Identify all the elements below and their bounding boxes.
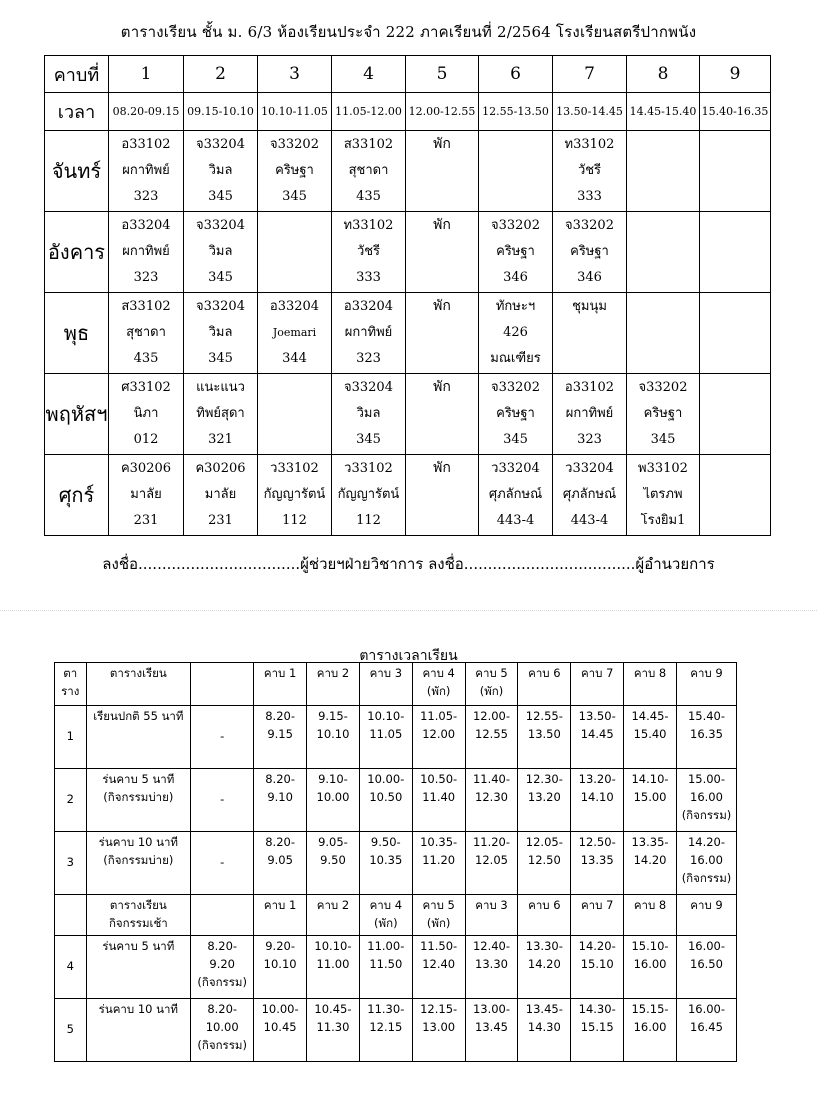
time-table-cell: คาบ 8 bbox=[624, 895, 677, 936]
teacher-name: กัญญารัตน์ bbox=[263, 487, 326, 503]
subject-code: จ33204 bbox=[344, 380, 393, 395]
period-time: 14.45-15.40 bbox=[627, 93, 700, 131]
time-table-cell: คาบ 9 bbox=[676, 663, 736, 706]
time-table-cell: 8.20- 9.05 bbox=[254, 832, 307, 895]
time-table-row bbox=[55, 936, 737, 999]
subject-code: อ33102 bbox=[121, 137, 171, 152]
time-table-cell: 13.00- 13.45 bbox=[465, 999, 518, 1062]
page-divider bbox=[0, 610, 817, 611]
class-entry bbox=[627, 459, 699, 531]
class-cell bbox=[332, 374, 406, 455]
time-table-cell: 8.20- 9.15 bbox=[254, 706, 307, 769]
class-entry bbox=[184, 297, 257, 369]
time-table-cell: - bbox=[191, 769, 254, 832]
room-number: 323 bbox=[356, 351, 381, 367]
teacher-name: ศุภลักษณ์ bbox=[562, 487, 617, 503]
class-cell bbox=[406, 212, 479, 293]
class-schedule-table bbox=[44, 55, 771, 536]
time-table-cell: 13.30- 14.20 bbox=[518, 936, 571, 999]
class-cell bbox=[258, 212, 332, 293]
class-entry bbox=[479, 459, 552, 531]
time-table-cell: 9.50- 10.35 bbox=[359, 832, 412, 895]
time-table-cell: 16.00- 16.50 bbox=[676, 936, 736, 999]
teacher-name: Joemari bbox=[272, 326, 317, 340]
time-table-cell: 10.00- 10.50 bbox=[359, 769, 412, 832]
room-number: โรงยิม1 bbox=[640, 513, 686, 529]
class-cell bbox=[553, 212, 627, 293]
time-table-cell: 11.00- 11.50 bbox=[359, 936, 412, 999]
break-label: พัก bbox=[433, 460, 451, 476]
time-table-cell: 12.55- 13.50 bbox=[518, 706, 571, 769]
break-label: พัก bbox=[433, 217, 451, 233]
class-entry bbox=[109, 297, 183, 369]
page-title: ตารางเรียน ชั้น ม. 6/3 ห้องเรียนประจำ 222 ภาคเรียนที่ 2/2564 โรงเรียนสตรีปากพนัง bbox=[120, 23, 697, 41]
period-time: 15.40-16.35 bbox=[700, 93, 771, 131]
teacher-name: ผกาทิพย์ bbox=[122, 163, 170, 179]
time-label: เวลา bbox=[45, 93, 109, 131]
time-table-cell: 10.10- 11.00 bbox=[307, 936, 360, 999]
teacher-name: สุชาดา bbox=[126, 325, 166, 341]
day-row bbox=[45, 131, 771, 212]
subject-code: ว33204 bbox=[565, 461, 614, 476]
class-cell bbox=[184, 293, 258, 374]
time-table-cell: 15.15- 16.00 bbox=[624, 999, 677, 1062]
class-entry bbox=[109, 135, 183, 207]
time-table-cell: 3 bbox=[55, 832, 87, 895]
subject-code: อ33204 bbox=[121, 218, 171, 233]
subject-code: อ33102 bbox=[564, 380, 615, 395]
time-table-cell: 14.20- 16.00 (กิจกรรม) bbox=[676, 832, 736, 895]
time-row bbox=[45, 93, 771, 131]
class-cell bbox=[627, 374, 700, 455]
subject-code: ท33102 bbox=[343, 218, 394, 233]
teacher-name: ศุภลักษณ์ bbox=[488, 487, 543, 503]
time-table-header bbox=[55, 663, 737, 706]
time-table-cell: 11.30- 12.15 bbox=[359, 999, 412, 1062]
subject-code: จ33202 bbox=[491, 380, 540, 395]
class-cell bbox=[553, 374, 627, 455]
class-cell bbox=[700, 293, 771, 374]
time-table-cell: 14.45- 15.40 bbox=[624, 706, 677, 769]
subject-code: ค30206 bbox=[195, 461, 246, 476]
class-cell bbox=[700, 212, 771, 293]
period-header-row bbox=[45, 56, 771, 93]
class-entry bbox=[258, 459, 331, 531]
time-table-cell: 15.40- 16.35 bbox=[676, 706, 736, 769]
time-table-cell: 8.20- 10.00 (กิจกรรม) bbox=[191, 999, 254, 1062]
time-table-cell: 1 bbox=[55, 706, 87, 769]
time-table-cell: 12.40- 13.30 bbox=[465, 936, 518, 999]
time-table-cell: เรียนปกติ 55 นาที bbox=[86, 706, 191, 769]
time-table-cell: คาบ 6 bbox=[518, 663, 571, 706]
subject-code: ค30206 bbox=[120, 461, 172, 476]
class-entry bbox=[332, 297, 405, 369]
class-entry bbox=[184, 216, 257, 288]
class-cell bbox=[332, 455, 406, 536]
room-number: 112 bbox=[356, 513, 381, 529]
subject-code: อ33204 bbox=[269, 299, 320, 314]
time-table-cell: - bbox=[191, 706, 254, 769]
room-number: 443-4 bbox=[570, 513, 609, 529]
class-entry bbox=[109, 378, 183, 450]
room-number: 345 bbox=[503, 432, 528, 448]
teacher-name: ไตรภพ bbox=[643, 487, 683, 503]
class-entry bbox=[479, 216, 552, 288]
class-entry bbox=[479, 297, 552, 369]
room-number: 112 bbox=[282, 513, 307, 529]
teacher-name: กัญญารัตน์ bbox=[337, 487, 400, 503]
time-table-cell: คาบ 7 bbox=[571, 895, 624, 936]
day-name: อังคาร bbox=[45, 212, 109, 293]
room-number: มณเฑียร bbox=[490, 351, 541, 367]
time-table-cell: 12.15- 13.00 bbox=[412, 999, 465, 1062]
room-number: 346 bbox=[503, 270, 528, 286]
class-cell bbox=[479, 212, 553, 293]
class-entry bbox=[332, 459, 405, 531]
room-number: 345 bbox=[208, 351, 233, 367]
class-entry bbox=[553, 459, 626, 531]
period-number: 2 bbox=[184, 56, 258, 93]
period-time: 13.50-14.45 bbox=[553, 93, 627, 131]
room-number: 323 bbox=[133, 270, 159, 286]
room-number: 443-4 bbox=[496, 513, 535, 529]
class-cell bbox=[184, 212, 258, 293]
period-time: 11.05-12.00 bbox=[332, 93, 406, 131]
class-cell bbox=[553, 455, 627, 536]
time-table-cell: 13.35- 14.20 bbox=[624, 832, 677, 895]
teacher-name: ผกาทิพย์ bbox=[122, 244, 170, 260]
teacher-name: ผกาทิพย์ bbox=[565, 406, 614, 422]
period-time: 12.55-13.50 bbox=[479, 93, 553, 131]
class-cell bbox=[627, 293, 700, 374]
teacher-name: วิมล bbox=[356, 406, 381, 422]
room-number: 333 bbox=[356, 270, 381, 286]
class-entry bbox=[184, 135, 257, 207]
room-number: 231 bbox=[208, 513, 233, 529]
room-number: 346 bbox=[577, 270, 602, 286]
class-cell bbox=[627, 131, 700, 212]
time-table-cell: ร่นคาบ 10 นาที bbox=[86, 999, 191, 1062]
time-table-cell: ตารางเรียน bbox=[86, 663, 191, 706]
time-table-cell: 15.10- 16.00 bbox=[624, 936, 677, 999]
time-table-cell: คาบ 9 bbox=[676, 895, 736, 936]
time-table-cell: คาบ 3 bbox=[359, 663, 412, 706]
subject-code: จ33204 bbox=[196, 299, 245, 314]
day-name: พุธ bbox=[45, 293, 109, 374]
teacher-name: คริษฐา bbox=[275, 163, 314, 179]
room-number: 333 bbox=[577, 189, 602, 205]
class-cell bbox=[406, 455, 479, 536]
room-number: 323 bbox=[133, 189, 159, 205]
time-table-cell: 11.50- 12.40 bbox=[412, 936, 465, 999]
room-number: 323 bbox=[577, 432, 602, 448]
teacher-name: 426 bbox=[503, 325, 528, 341]
period-number: 6 bbox=[479, 56, 553, 93]
room-number: 345 bbox=[208, 270, 233, 286]
period-number: 4 bbox=[332, 56, 406, 93]
day-name: พฤหัสฯ bbox=[45, 374, 109, 455]
day-row bbox=[45, 374, 771, 455]
room-number: 344 bbox=[282, 351, 307, 367]
subject-code: พ33102 bbox=[638, 461, 688, 476]
class-cell bbox=[332, 293, 406, 374]
time-table-cell: 16.00- 16.45 bbox=[676, 999, 736, 1062]
time-table-cell: 13.45- 14.30 bbox=[518, 999, 571, 1062]
time-table-cell: 8.20- 9.10 bbox=[254, 769, 307, 832]
time-table-cell: 11.40- 12.30 bbox=[465, 769, 518, 832]
subject-code: จ33202 bbox=[491, 218, 540, 233]
class-cell bbox=[627, 212, 700, 293]
class-cell bbox=[479, 374, 553, 455]
class-cell bbox=[700, 374, 771, 455]
period-times-table bbox=[54, 662, 737, 1062]
time-table-cell: ตา ราง bbox=[55, 663, 87, 706]
class-cell bbox=[406, 293, 479, 374]
time-table-cell: 10.00- 10.45 bbox=[254, 999, 307, 1062]
class-entry bbox=[109, 459, 183, 531]
class-entry bbox=[332, 216, 405, 288]
time-table-cell: คาบ 1 bbox=[254, 663, 307, 706]
time-table-cell: คาบ 2 bbox=[307, 663, 360, 706]
room-number: 435 bbox=[133, 351, 159, 367]
time-table-cell: 12.00- 12.55 bbox=[465, 706, 518, 769]
teacher-name: มาลัย bbox=[204, 487, 237, 503]
teacher-name: คริษฐา bbox=[496, 244, 535, 260]
time-table-cell: 9.20- 10.10 bbox=[254, 936, 307, 999]
class-entry bbox=[553, 135, 626, 207]
class-entry bbox=[332, 135, 405, 207]
time-table-cell: 10.45- 11.30 bbox=[307, 999, 360, 1062]
time-table-title: ตารางเวลาเรียน bbox=[359, 648, 458, 664]
time-table-cell: ตารางเรียน กิจกรรมเช้า bbox=[86, 895, 191, 936]
time-table-cell: 12.50- 13.35 bbox=[571, 832, 624, 895]
time-table-cell: คาบ 4 (พัก) bbox=[412, 663, 465, 706]
time-table-row bbox=[55, 706, 737, 769]
time-table-row bbox=[55, 769, 737, 832]
subject-code: ส33102 bbox=[121, 299, 171, 314]
period-number: 1 bbox=[109, 56, 184, 93]
class-cell bbox=[258, 131, 332, 212]
time-table-header bbox=[55, 895, 737, 936]
class-entry bbox=[479, 378, 552, 450]
time-table-cell: 9.15- 10.10 bbox=[307, 706, 360, 769]
time-table-cell: 11.20- 12.05 bbox=[465, 832, 518, 895]
class-entry bbox=[553, 378, 626, 450]
subject-code: ชุมนุม bbox=[572, 299, 607, 314]
time-table-cell: 10.50- 11.40 bbox=[412, 769, 465, 832]
subject-code: ว33102 bbox=[344, 461, 393, 476]
class-cell bbox=[627, 455, 700, 536]
subject-code: จ33204 bbox=[196, 137, 245, 152]
class-cell bbox=[184, 455, 258, 536]
room-number: 345 bbox=[356, 432, 381, 448]
class-cell bbox=[258, 293, 332, 374]
room-number: 345 bbox=[650, 432, 676, 448]
break-label: พัก bbox=[433, 136, 451, 152]
time-table-cell: 14.20- 15.10 bbox=[571, 936, 624, 999]
time-table-cell bbox=[55, 895, 87, 936]
period-number: 3 bbox=[258, 56, 332, 93]
class-cell bbox=[258, 374, 332, 455]
time-table-cell: คาบ 3 bbox=[465, 895, 518, 936]
teacher-name: สุชาดา bbox=[348, 163, 389, 179]
time-table-cell: 5 bbox=[55, 999, 87, 1062]
subject-code: อ33204 bbox=[343, 299, 394, 314]
time-table-cell: 2 bbox=[55, 769, 87, 832]
time-table-row bbox=[55, 999, 737, 1062]
class-entry bbox=[553, 216, 626, 288]
teacher-name: ทิพย์สุดา bbox=[196, 406, 245, 422]
signature-line: ลงชื่อ..................................ผู้ช่วยฯฝ่ายวิชาการ ลงชื่อ....................................ผู้อำนวยการ bbox=[102, 555, 715, 573]
time-table-cell: - bbox=[191, 832, 254, 895]
time-table-cell: 15.00- 16.00 (กิจกรรม) bbox=[676, 769, 736, 832]
time-table-cell: ร่นคาบ 5 นาที bbox=[86, 936, 191, 999]
subject-code: จ33202 bbox=[565, 218, 614, 233]
class-cell bbox=[109, 131, 184, 212]
class-cell bbox=[406, 374, 479, 455]
class-cell bbox=[109, 455, 184, 536]
class-entry bbox=[627, 378, 699, 450]
time-table-cell: 10.10- 11.05 bbox=[359, 706, 412, 769]
time-table-cell bbox=[191, 895, 254, 936]
class-entry bbox=[258, 297, 331, 369]
class-cell bbox=[479, 131, 553, 212]
subject-code: แนะแนว bbox=[196, 380, 245, 395]
room-number: 435 bbox=[356, 189, 381, 205]
time-table-cell: 9.05- 9.50 bbox=[307, 832, 360, 895]
time-table-cell: 12.05- 12.50 bbox=[518, 832, 571, 895]
room-number: 345 bbox=[208, 189, 233, 205]
period-label: คาบที่ bbox=[45, 56, 109, 93]
break-label: พัก bbox=[433, 379, 451, 395]
time-table-cell: คาบ 2 bbox=[307, 895, 360, 936]
teacher-name: นิภา bbox=[133, 406, 159, 422]
class-cell bbox=[184, 374, 258, 455]
period-number: 7 bbox=[553, 56, 627, 93]
time-table-cell: คาบ 5 (พัก) bbox=[465, 663, 518, 706]
time-table-cell: 4 bbox=[55, 936, 87, 999]
subject-code: ทักษะฯ bbox=[495, 299, 536, 314]
day-name: จันทร์ bbox=[45, 131, 109, 212]
class-cell bbox=[109, 212, 184, 293]
class-entry bbox=[184, 459, 257, 531]
class-cell bbox=[184, 131, 258, 212]
teacher-name: คริษฐา bbox=[496, 406, 535, 422]
subject-code: จ33202 bbox=[270, 137, 319, 152]
teacher-name: คริษฐา bbox=[570, 244, 609, 260]
time-table-cell: คาบ 8 bbox=[624, 663, 677, 706]
time-table-cell: ร่นคาบ 10 นาที (กิจกรรมบ่าย) bbox=[86, 832, 191, 895]
class-cell bbox=[479, 293, 553, 374]
class-cell bbox=[553, 293, 627, 374]
period-number: 9 bbox=[700, 56, 771, 93]
time-table-cell: 14.30- 15.15 bbox=[571, 999, 624, 1062]
time-table-cell: 11.05- 12.00 bbox=[412, 706, 465, 769]
class-cell bbox=[479, 455, 553, 536]
subject-code: ว33102 bbox=[270, 461, 319, 476]
class-entry bbox=[258, 135, 331, 207]
subject-code: จ33204 bbox=[196, 218, 245, 233]
class-cell bbox=[553, 131, 627, 212]
time-table-cell: 14.10- 15.00 bbox=[624, 769, 677, 832]
room-number: 345 bbox=[282, 189, 307, 205]
time-table-cell: ร่นคาบ 5 นาที (กิจกรรมบ่าย) bbox=[86, 769, 191, 832]
period-time: 09.15-10.10 bbox=[184, 93, 258, 131]
subject-code: จ33202 bbox=[638, 380, 688, 395]
period-time: 08.20-09.15 bbox=[109, 93, 184, 131]
class-cell bbox=[700, 455, 771, 536]
period-time: 10.10-11.05 bbox=[258, 93, 332, 131]
time-table-cell bbox=[191, 663, 254, 706]
subject-code: ท33102 bbox=[564, 137, 615, 152]
teacher-name: วิมล bbox=[208, 244, 233, 260]
class-entry bbox=[332, 378, 405, 450]
class-cell bbox=[109, 293, 184, 374]
teacher-name: วิมล bbox=[208, 163, 233, 179]
teacher-name: ผกาทิพย์ bbox=[344, 325, 393, 341]
class-cell bbox=[258, 455, 332, 536]
time-table-cell: 9.10- 10.00 bbox=[307, 769, 360, 832]
class-entry bbox=[553, 297, 626, 369]
period-number: 8 bbox=[627, 56, 700, 93]
period-number: 5 bbox=[406, 56, 479, 93]
subject-code: ส33102 bbox=[343, 137, 394, 152]
class-cell bbox=[332, 131, 406, 212]
teacher-name: มาลัย bbox=[130, 487, 162, 503]
day-row bbox=[45, 455, 771, 536]
day-row bbox=[45, 293, 771, 374]
class-cell bbox=[332, 212, 406, 293]
time-table-cell: คาบ 5 (พัก) bbox=[412, 895, 465, 936]
subject-code: ว33204 bbox=[491, 461, 540, 476]
teacher-name: คริษฐา bbox=[643, 406, 683, 422]
class-entry bbox=[184, 378, 257, 450]
break-label: พัก bbox=[433, 298, 451, 314]
class-cell bbox=[406, 131, 479, 212]
teacher-name: วัชรี bbox=[356, 244, 381, 260]
day-name: ศุกร์ bbox=[45, 455, 109, 536]
teacher-name: วิมล bbox=[208, 325, 233, 341]
class-cell bbox=[109, 374, 184, 455]
period-time: 12.00-12.55 bbox=[406, 93, 479, 131]
room-number: 231 bbox=[133, 513, 159, 529]
time-table-cell: คาบ 6 bbox=[518, 895, 571, 936]
time-table-cell: 10.35- 11.20 bbox=[412, 832, 465, 895]
time-table-cell: 13.50- 14.45 bbox=[571, 706, 624, 769]
time-table-cell: 8.20- 9.20 (กิจกรรม) bbox=[191, 936, 254, 999]
subject-code: ศ33102 bbox=[121, 380, 171, 395]
day-row bbox=[45, 212, 771, 293]
room-number: 321 bbox=[208, 432, 233, 448]
room-number: 012 bbox=[133, 432, 159, 448]
time-table-cell: 12.30- 13.20 bbox=[518, 769, 571, 832]
teacher-name: วัชรี bbox=[577, 163, 602, 179]
time-table-cell: คาบ 4 (พัก) bbox=[359, 895, 412, 936]
time-table-cell: คาบ 7 bbox=[571, 663, 624, 706]
time-table-cell: คาบ 1 bbox=[254, 895, 307, 936]
time-table-cell: 13.20- 14.10 bbox=[571, 769, 624, 832]
class-entry bbox=[109, 216, 183, 288]
class-cell bbox=[700, 131, 771, 212]
time-table-row bbox=[55, 832, 737, 895]
